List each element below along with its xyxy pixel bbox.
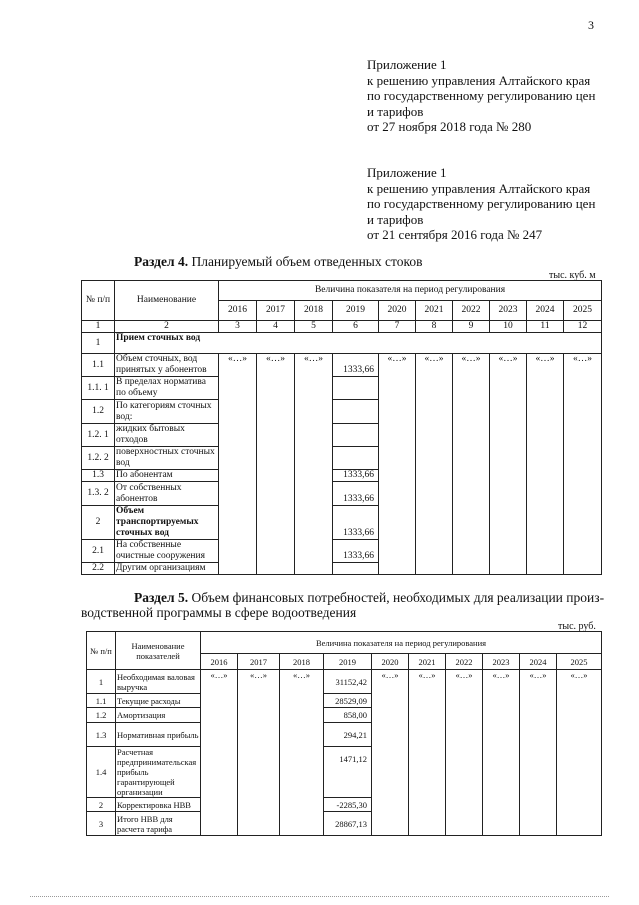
placeholder-cell: «…» — [446, 670, 483, 694]
value-2019: 1333,66 — [333, 540, 379, 563]
row-name: От собственных абонентов — [115, 482, 219, 506]
row-name: Другим организациям — [115, 563, 219, 575]
header-num: № п/п — [82, 281, 115, 321]
header-year: 2025 — [564, 301, 602, 321]
header-num: № п/п — [87, 632, 116, 670]
placeholder-cell: «…» — [453, 354, 490, 377]
index-cell: 9 — [453, 321, 490, 333]
header-year: 2023 — [483, 654, 520, 670]
appendix-line: по государственному регулированию цен — [367, 88, 596, 104]
row-num: 1.1 — [87, 694, 116, 708]
value-2019 — [333, 424, 379, 447]
row-name: поверхностных сточных вод — [115, 447, 219, 470]
row-name: жидких бытовых отходов — [115, 424, 219, 447]
row-num: 2.1 — [82, 540, 115, 563]
row-num: 1.2 — [82, 400, 115, 424]
row-name: Объем сточных, вод принятых у абонентов — [115, 354, 219, 377]
row-num: 1 — [82, 333, 115, 354]
header-period: Величина показателя на период регулирования — [201, 632, 602, 654]
section5-unit: тыс. руб. — [558, 621, 596, 632]
header-name: Наименование — [115, 281, 219, 321]
header-year: 2016 — [201, 654, 238, 670]
row-name: По категориям сточных вод: — [115, 400, 219, 424]
placeholder-cell: «…» — [201, 670, 238, 694]
row-name: Текущие расходы — [116, 694, 201, 708]
appendix-line: к решению управления Алтайского края — [367, 72, 591, 88]
page-number: 3 — [588, 18, 594, 32]
row-num: 1.1 — [82, 354, 115, 377]
row-num: 1.1. 1 — [82, 377, 115, 400]
section4-unit: тыс. куб. м — [549, 270, 596, 281]
row-name: Необходимая валовая выручка — [116, 670, 201, 694]
header-year: 2016 — [219, 301, 257, 321]
row-name: Нормативная прибыль — [116, 723, 201, 747]
header-year: 2021 — [416, 301, 453, 321]
row-name: Итого НВВ для расчета тарифа — [116, 812, 201, 836]
table-row — [82, 424, 602, 447]
row-name: Расчетная предпринимательская прибыль гарантирующей организации — [116, 747, 201, 798]
header-year: 2017 — [257, 301, 295, 321]
row-name: В пределах норматива по объему — [115, 377, 219, 400]
header-year: 2024 — [527, 301, 564, 321]
value-2019 — [333, 447, 379, 470]
header-year: 2018 — [280, 654, 324, 670]
placeholder-cell: «…» — [409, 670, 446, 694]
section5-table — [86, 631, 602, 836]
appendix-line: и тарифов — [367, 211, 424, 227]
row-num: 2 — [82, 506, 115, 540]
placeholder-cell: «…» — [257, 354, 295, 377]
placeholder-cell: «…» — [557, 670, 602, 694]
value-2019: 858,00 — [324, 708, 372, 723]
table-row — [87, 723, 602, 747]
row-num: 1.2. 1 — [82, 424, 115, 447]
appendix-line: и тарифов — [367, 103, 424, 119]
table-row — [82, 377, 602, 400]
header-name: Наименование показателей — [116, 632, 201, 670]
appendix-line: к решению управления Алтайского края — [367, 180, 591, 196]
section4-table — [81, 280, 602, 575]
placeholder-cell: «…» — [416, 354, 453, 377]
row-name: На собственные очистные сооружения — [115, 540, 219, 563]
table-row — [87, 747, 602, 798]
header-year: 2023 — [490, 301, 527, 321]
appendix-line: по государственному регулированию цен — [367, 196, 596, 212]
value-2019: 28529,09 — [324, 694, 372, 708]
table-row — [82, 470, 602, 482]
placeholder-cell: «…» — [280, 670, 324, 694]
row-num: 1.2. 2 — [82, 447, 115, 470]
value-2019: 1471,12 — [324, 747, 372, 798]
index-cell: 6 — [333, 321, 379, 333]
index-cell: 1 — [82, 321, 115, 333]
table-row — [82, 540, 602, 563]
table-row — [82, 333, 602, 354]
header-year: 2020 — [379, 301, 416, 321]
table-row — [82, 506, 602, 540]
index-cell: 3 — [219, 321, 257, 333]
index-cell: 2 — [115, 321, 219, 333]
row-name: Объем транспортируемых сточных вод — [115, 506, 219, 540]
appendix-line: Приложение 1 — [367, 57, 447, 72]
table-row — [87, 708, 602, 723]
header-year: 2022 — [453, 301, 490, 321]
table-row — [82, 482, 602, 506]
value-2019: 1333,66 — [333, 506, 379, 540]
index-cell: 7 — [379, 321, 416, 333]
index-cell: 4 — [257, 321, 295, 333]
header-year: 2021 — [409, 654, 446, 670]
row-num: 1.3 — [82, 470, 115, 482]
row-num: 3 — [87, 812, 116, 836]
row-num: 1.3 — [87, 723, 116, 747]
header-year: 2018 — [295, 301, 333, 321]
table-row — [82, 354, 602, 377]
table-row — [82, 447, 602, 470]
row-name: По абонентам — [115, 470, 219, 482]
appendix-line: Приложение 1 — [367, 165, 447, 180]
index-cell: 5 — [295, 321, 333, 333]
placeholder-cell: «…» — [527, 354, 564, 377]
section5-title-line2: водственной программы в сфере водоотведения — [81, 605, 357, 620]
header-year: 2025 — [557, 654, 602, 670]
placeholder-cell: «…» — [238, 670, 280, 694]
index-cell: 12 — [564, 321, 602, 333]
value-2019 — [333, 563, 379, 575]
bottom-divider — [30, 896, 609, 897]
row-num: 1.2 — [87, 708, 116, 723]
header-year: 2020 — [372, 654, 409, 670]
table-row — [82, 563, 602, 575]
appendix-block-2 — [367, 165, 595, 243]
index-cell: 11 — [527, 321, 564, 333]
table-row — [87, 798, 602, 812]
row-num: 1.4 — [87, 747, 116, 798]
value-2019: 1333,66 — [333, 470, 379, 482]
section5-heading — [134, 590, 604, 606]
placeholder-cell: «…» — [219, 354, 257, 377]
header-year: 2017 — [238, 654, 280, 670]
row-name: Корректировка НВВ — [116, 798, 201, 812]
section4-heading — [134, 254, 422, 270]
table-row — [87, 812, 602, 836]
placeholder-cell: «…» — [564, 354, 602, 377]
value-2019: -2285,30 — [324, 798, 372, 812]
placeholder-cell: «…» — [520, 670, 557, 694]
appendix-block-1 — [367, 57, 595, 135]
section5-label: Раздел 5. — [134, 590, 189, 605]
table-row — [82, 400, 602, 424]
section4-title: Планируемый объем отведенных стоков — [191, 254, 423, 269]
row-num: 1.3. 2 — [82, 482, 115, 506]
placeholder-cell: «…» — [483, 670, 520, 694]
value-2019: 294,21 — [324, 723, 372, 747]
index-cell: 10 — [490, 321, 527, 333]
section4-label: Раздел 4. — [134, 254, 189, 269]
value-2019: 28867,13 — [324, 812, 372, 836]
value-2019: 31152,42 — [324, 670, 372, 694]
placeholder-cell: «…» — [295, 354, 333, 377]
value-2019 — [333, 400, 379, 424]
placeholder-cell: «…» — [379, 354, 416, 377]
header-period: Величина показателя на период регулирования — [219, 281, 602, 301]
index-cell: 8 — [416, 321, 453, 333]
header-year: 2022 — [446, 654, 483, 670]
header-year: 2019 — [324, 654, 372, 670]
appendix-line: от 21 сентября 2016 года № 247 — [367, 227, 543, 243]
table-row — [87, 670, 602, 694]
section5-title-line1: Объем финансовых потребностей, необходимых для реализации произ- — [191, 590, 605, 605]
appendix-line: от 27 ноября 2018 года № 280 — [367, 119, 532, 135]
row-num: 2.2 — [82, 563, 115, 575]
value-2019 — [333, 377, 379, 400]
row-name: Амортизация — [116, 708, 201, 723]
row-num: 1 — [87, 670, 116, 694]
row-num: 2 — [87, 798, 116, 812]
header-year: 2019 — [333, 301, 379, 321]
header-year: 2024 — [520, 654, 557, 670]
table-row — [87, 694, 602, 708]
placeholder-cell: «…» — [372, 670, 409, 694]
value-2019: 1333,66 — [333, 354, 379, 377]
row-name: Прием сточных вод — [115, 333, 602, 354]
value-2019: 1333,66 — [333, 482, 379, 506]
placeholder-cell: «…» — [490, 354, 527, 377]
